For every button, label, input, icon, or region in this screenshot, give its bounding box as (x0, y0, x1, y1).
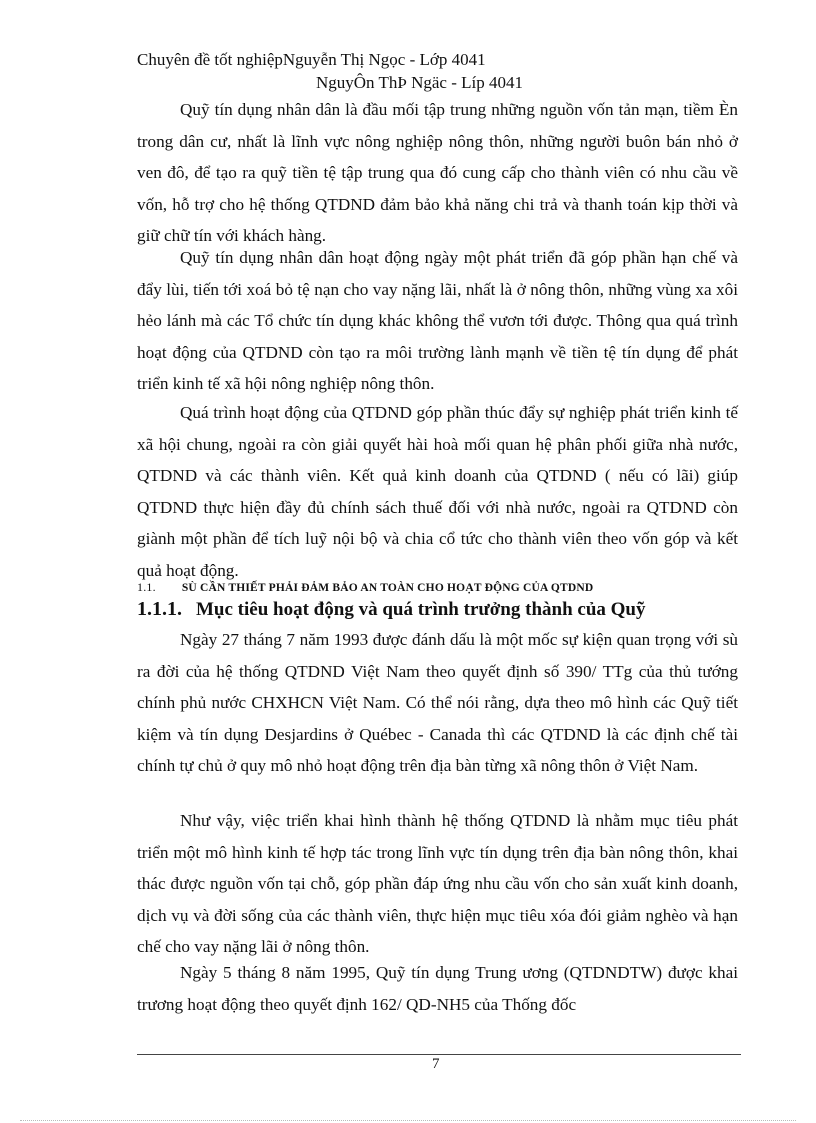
paragraph-1: Quỹ tín dụng nhân dân là đầu mối tập trung những nguồn vốn tản mạn, tiềm Èn trong dân cư, nhất là lĩnh vực nông nghiệp nông thôn, những người buôn bán nhỏ ở ven đô, để tạo ra quỹ tiền tệ tập trung qua đó cung cấp cho thành viên có nhu cầu về vốn, hỗ trợ cho hệ thống QTDND đảm bảo khả năng chi trả và thanh toán kịp thời và giữ chữ tín với khách hàng. (137, 100, 738, 246)
subsection-title: Mục tiêu hoạt động và quá trình trưởng thành của Quỹ (196, 599, 646, 620)
footer-rule (137, 1054, 741, 1055)
section-title: SÙ CẦN THIẾT PHẢI ĐẢM BẢO AN TOÀN CHO HOẠT ĐỘNG CỦA QTDND (181, 582, 594, 594)
page-number: 7 (432, 1056, 440, 1072)
paragraph-2: Quỹ tín dụng nhân dân hoạt động ngày một phát triển đã góp phần hạn chế và đẩy lùi, tiến tới xoá bỏ tệ nạn cho vay nặng lãi, nhất là ở nông thôn, những vùng xa xôi hẻo lánh mà các Tổ chức tín dụng khác không thể vươn tới được. Thông qua quá trình hoạt động của QTDND còn tạo ra môi trường lành mạnh về tiền tệ tín dụng để phát triển kinh tế xã hội nông nghiệp nông thôn. (137, 248, 738, 394)
subsection-heading (137, 598, 646, 621)
subsection-number: 1.1.1. (137, 598, 182, 620)
section-number: 1.1. (137, 580, 156, 594)
section-heading (137, 580, 593, 595)
header-line-1: Chuyên đề tốt nghiệpNguyễn Thị Ngọc - Lớp 4041 (137, 50, 486, 69)
page-edge-dotted-line (20, 1120, 796, 1121)
paragraph-6: Ngày 5 tháng 8 năm 1995, Quỹ tín dụng Trung ương (QTDNDTW) được khai trương hoạt động theo quyết định 162/ QD-NH5 của Thống đốc (137, 963, 738, 1014)
paragraph-4: Ngày 27 tháng 7 năm 1993 được đánh dấu là một mốc sự kiện quan trọng với sù ra đời của hệ thống QTDND Việt Nam theo quyết định số 390/ TTg của thủ tướng chính phủ nước CHXHCN Việt Nam. Có thể nói rằng, dựa theo mô hình các Quỹ tiết kiệm và tín dụng Desjardins ở Québec - Canada thì các QTDND là các định chế tài chính tự chủ ở quy mô nhỏ hoạt động trên địa bàn từng xã nông thôn ở Việt Nam. (137, 630, 738, 776)
paragraph-5: Như vậy, việc triển khai hình thành hệ thống QTDND là nhằm mục tiêu phát triển một mô hình kinh tế hợp tác trong lĩnh vực tín dụng trên địa bàn nông thôn, khai thác được nguồn vốn tại chỗ, góp phần đáp ứng nhu cầu vốn cho sản xuất kinh doanh, dịch vụ và đời sống của các thành viên, thực hiện mục tiêu xóa đói giảm nghèo và hạn chế cho vay nặng lãi ở nông thôn. (137, 811, 738, 957)
header-line-2: NguyÔn ThÞ Ngäc - Líp 4041 (316, 73, 523, 92)
paragraph-3: Quá trình hoạt động của QTDND góp phần thúc đẩy sự nghiệp phát triển kinh tế xã hội chung, ngoài ra còn giải quyết hài hoà mối quan hệ phân phối giữa nhà nước, QTDND và các thành viên. Kết quả kinh doanh của QTDND ( nếu có lãi) giúp QTDND thực hiện đầy đủ chính sách thuế đối với nhà nước, ngoài ra QTDND còn giành một phần để tích luỹ nội bộ và chia cổ tức cho thành viên theo vốn góp và kết quả hoạt động. (137, 403, 738, 580)
